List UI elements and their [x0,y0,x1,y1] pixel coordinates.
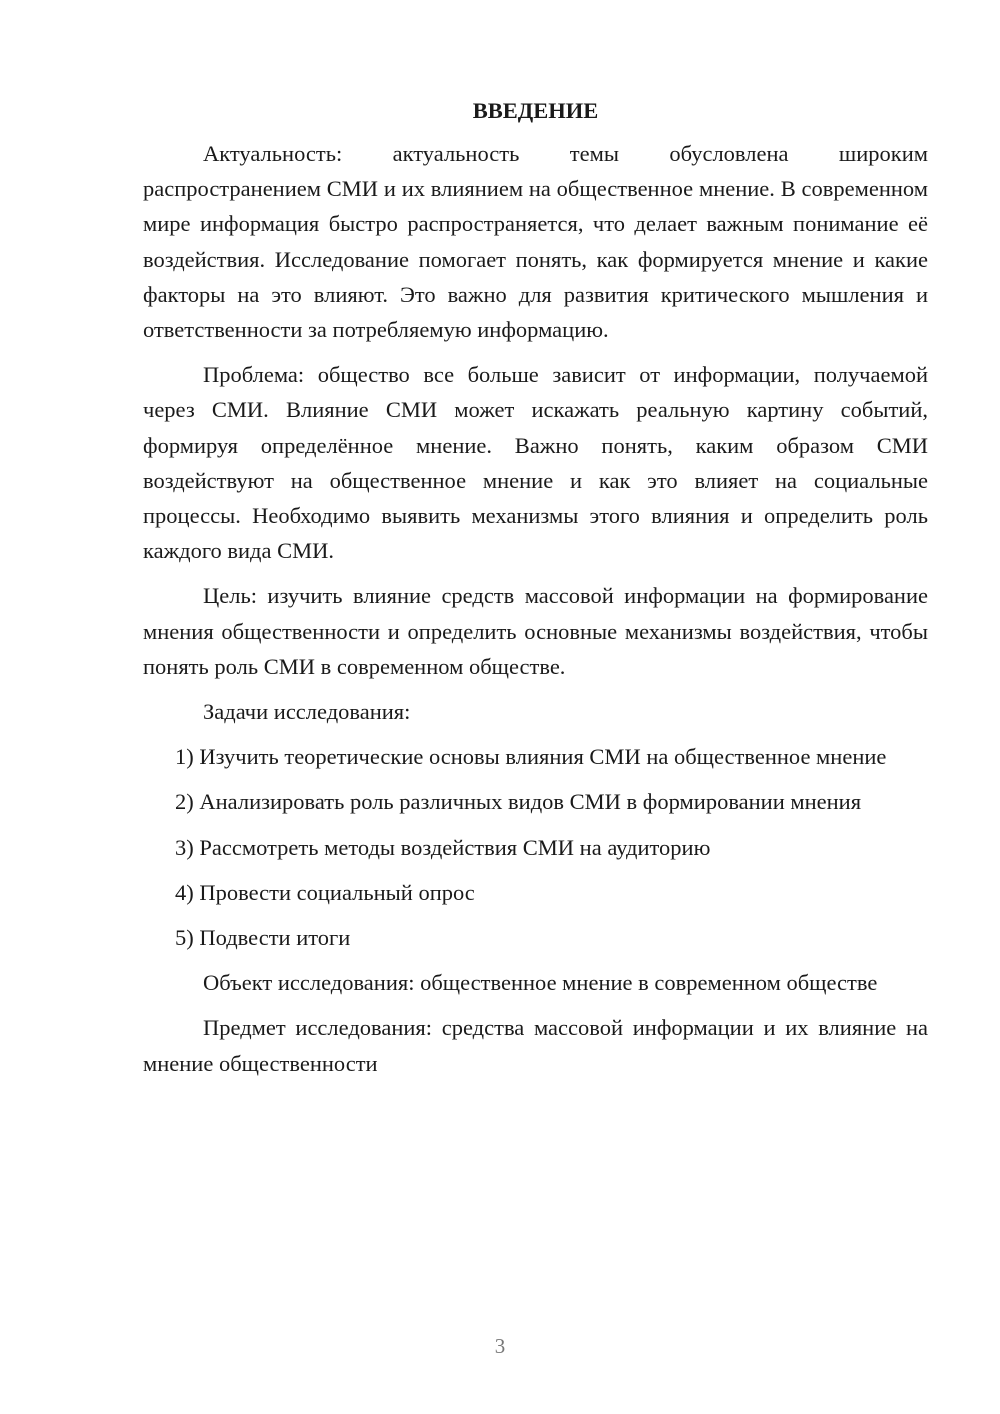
task-item-1: 1) Изучить теоретические основы влияния СМИ на общественное мнение [175,744,887,770]
paragraph-problem: Проблема: общество все больше зависит от информации, получаемой через СМИ. Влияние СМИ может искажать реальную картину событий, формируя определённое мнение. Важно понять, каким образом СМИ воздействуют на общественное мнение и как это влияет на социальные процессы. Необходимо выявить механизмы этого влияния и определить роль каждого вида СМИ. [143,362,928,564]
task-item-2: 2) Анализировать роль различных видов СМИ в формировании мнения [175,789,862,815]
paragraph-goal: Цель: изучить влияние средств массовой информации на формирование мнения общественности и определить основные механизмы воздействия, чтобы понять роль СМИ в современном обществе. [143,583,928,679]
task-item-4: 4) Провести социальный опрос [175,879,475,905]
task-item-5: 5) Подвести итоги [175,925,351,951]
page-number: 3 [494,1334,506,1358]
task-item-3: 3) Рассмотреть методы воздействия СМИ на аудиторию [175,834,711,860]
tasks-title: Задачи исследования: [203,699,411,725]
paragraph-relevance: Актуальность: актуальность темы обусловлена широким распространением СМИ и их влиянием на общественное мнение. В современном мире информация быстро распространяется, что делает важным понимание её воздействия. Исследование помогает понять, как формируется мнение и какие факторы на это влияют. Это важно для развития критического мышления и ответственности за потребляемую информацию. [143,141,928,343]
section-heading: ВВЕДЕНИЕ [472,98,599,123]
paragraph-subject: Предмет исследования: средства массовой информации и их влияние на мнение общественности [143,1015,928,1076]
paragraph-object: Объект исследования: общественное мнение в современном обществе [203,970,878,996]
page-content [143,96,928,1091]
